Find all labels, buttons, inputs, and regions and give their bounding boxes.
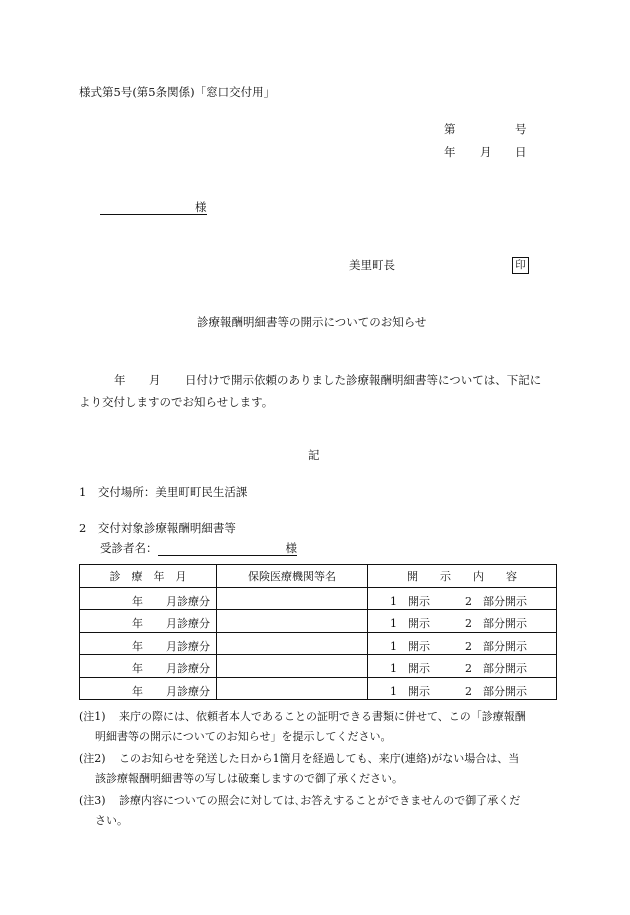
cell-institution <box>217 587 368 610</box>
table-row <box>80 655 557 678</box>
form-title: 様式第5号(第5条関係)「窓口交付用」 <box>79 85 276 99</box>
date-month: 月 <box>480 145 492 159</box>
note-2 <box>79 749 519 789</box>
cell-month: 月診療分 <box>166 617 210 630</box>
note-label: (注1) <box>79 710 106 723</box>
cell-treatment-month <box>80 655 217 678</box>
addressee-blank <box>100 202 195 215</box>
cell-disclosure <box>368 677 557 700</box>
addressee-suffix: 様 <box>195 200 207 214</box>
patient-suffix: 様 <box>285 541 297 555</box>
cell-year: 年 <box>132 617 143 630</box>
number-suffix: 号 <box>515 122 527 136</box>
option-disclose: 1 開示 <box>390 639 430 653</box>
option-disclose: 1 開示 <box>390 617 430 630</box>
patient-name-blank <box>158 543 286 556</box>
date-year: 年 <box>444 145 456 159</box>
patient-line <box>100 543 297 556</box>
sender: 美里町長 <box>349 258 395 272</box>
cell-month: 月診療分 <box>166 594 210 608</box>
cell-month: 月診療分 <box>166 662 210 675</box>
seal-mark: 印 <box>512 257 529 274</box>
table-row <box>80 677 557 700</box>
table-header-row <box>80 565 557 588</box>
cell-treatment-month <box>80 587 217 610</box>
table-row <box>80 610 557 633</box>
cell-year: 年 <box>132 662 143 675</box>
option-partial-disclose: 2 部分開示 <box>465 684 527 698</box>
note-text: 診療内容についての照会に対しては､お答えすることができませんので御了承くだ <box>119 794 521 807</box>
number-prefix: 第 <box>444 122 456 136</box>
patient-label: 受診者名： <box>100 541 158 555</box>
cell-institution <box>217 677 368 700</box>
option-partial-disclose: 2 部分開示 <box>465 639 527 653</box>
body-line2: より交付しますのでお知らせします。 <box>79 395 274 409</box>
cell-institution <box>217 655 368 678</box>
option-disclose: 1 開示 <box>390 594 430 608</box>
note-text: 該診療報酬明細書等の写しは破棄しますので御了承ください。 <box>95 772 403 785</box>
cell-month: 月診療分 <box>166 684 210 698</box>
cell-treatment-month <box>80 677 217 700</box>
header-institution: 保険医療機関等名 <box>217 565 368 588</box>
cell-year: 年 <box>132 594 143 608</box>
option-partial-disclose: 2 部分開示 <box>465 617 527 630</box>
date-day: 日 <box>515 145 527 159</box>
note-3 <box>79 791 520 831</box>
cell-year: 年 <box>132 639 143 653</box>
table-row <box>80 632 557 655</box>
header-content: 開 示 内 容 <box>368 565 557 588</box>
note-label: (注2) <box>79 752 106 765</box>
header-month: 診 療 年 月 <box>80 565 217 588</box>
cell-treatment-month <box>80 632 217 655</box>
body-year: 年 <box>114 373 126 387</box>
option-partial-disclose: 2 部分開示 <box>465 662 527 675</box>
cell-disclosure <box>368 655 557 678</box>
item-2: 2 交付対象診療報酬明細書等 <box>79 521 236 535</box>
subject: 診療報酬明細書等の開示についてのお知らせ <box>197 315 427 329</box>
note-text: 明細書等の開示についてのお知らせ」を提示してください。 <box>95 730 392 743</box>
option-disclose: 1 開示 <box>390 684 430 698</box>
note-label: (注3) <box>79 794 106 807</box>
note-text: さい。 <box>95 814 128 827</box>
cell-treatment-month <box>80 610 217 633</box>
cell-month: 月診療分 <box>166 639 210 653</box>
cell-institution <box>217 610 368 633</box>
disclosure-table <box>79 564 557 700</box>
cell-institution <box>217 632 368 655</box>
table-row <box>80 587 557 610</box>
option-partial-disclose: 2 部分開示 <box>465 594 527 608</box>
cell-disclosure <box>368 587 557 610</box>
body-month: 月 <box>149 373 161 387</box>
note-text: このお知らせを発送した日から1箇月を経過しても、来庁(連絡)がない場合は、当 <box>119 752 520 765</box>
cell-year: 年 <box>132 684 143 698</box>
note-text: 来庁の際には、依頼者本人であることの証明できる書類に併せて、この「診療報酬 <box>119 710 526 723</box>
addressee-line <box>100 202 207 215</box>
option-disclose: 1 開示 <box>390 662 430 675</box>
cell-disclosure <box>368 610 557 633</box>
cell-disclosure <box>368 632 557 655</box>
ki-mark: 記 <box>308 448 320 462</box>
item-1: 1 交付場所：美里町町民生活課 <box>79 485 248 499</box>
note-1 <box>79 707 526 747</box>
body-line1: 日付けで開示依頼のありました診療報酬明細書等については、下記に <box>185 373 542 387</box>
